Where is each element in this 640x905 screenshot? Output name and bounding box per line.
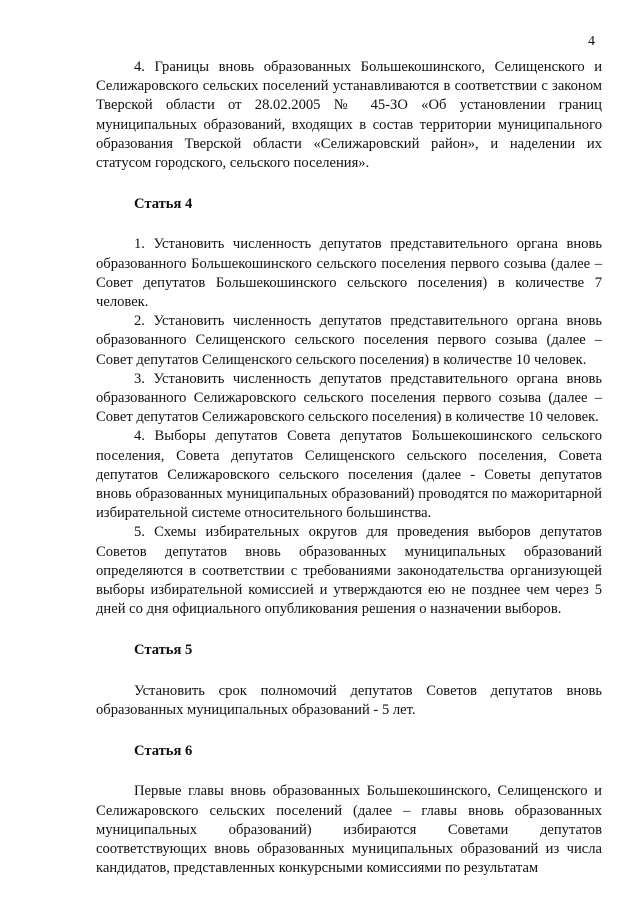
document-body xyxy=(96,58,602,878)
article4-heading: Статья 4 xyxy=(134,196,193,213)
article6-heading: Статья 6 xyxy=(134,743,193,760)
article4-item2: 2. Установить численность депутатов представительного органа вновь образованного Селищенского сельского поселения первого созыва (далее – Совет депутатов Селищенского сельского поселения) в количестве 10 человек. xyxy=(96,313,602,368)
article5-heading: Статья 5 xyxy=(134,642,193,659)
article5-paragraph: Установить срок полномочий депутатов Советов депутатов вновь образованных муниципальных образований - 5 лет. xyxy=(96,682,602,718)
article4-item1: 1. Установить численность депутатов представительного органа вновь образованного Большекошинского сельского поселения первого созыва (далее – Совет депутатов Большекошинского сельского поселения) в количестве 7 человек. xyxy=(96,236,602,311)
page-number: 4 xyxy=(588,34,595,49)
article4-item3: 3. Установить численность депутатов представительного органа вновь образованного Селижаровского сельского поселения первого созыва (далее – Совет депутатов Селижаровского сельского поселения) в количестве 10 человек. xyxy=(96,370,602,426)
article4-item4: 4. Выборы депутатов Совета депутатов Большекошинского сельского поселения, Совета депутатов Селищенского сельского поселения, Совета депутатов Селижаровского сельского поселения (далее - Советы депутатов вновь образованных муниципальных образований) проводятся по мажоритарной избирательной системе относительного большинства. xyxy=(96,428,602,522)
article4-item5: 5. Схемы избирательных округов для проведения выборов депутатов Советов депутатов вновь образованных муниципальных образований определяются в соответствии с требованиями законодательства организующей выборы избирательной комиссией и утверждаются ею не позднее чем через 5 дней со дня официального опубликования решения о назначении выборов. xyxy=(96,524,602,618)
article3-item4-paragraph: 4. Границы вновь образованных Большекошинского, Селищенского и Селижаровского сельских поселений устанавливаются в соответствии с законом Тверской области от 28.02.2005 № 45-ЗО «Об установлении границ муниципальных образований, входящих в состав территории муниципального образования Тверской области «Селижаровский район», и наделении их статусом городского, сельского поселения». xyxy=(96,59,602,172)
article6-paragraph: Первые главы вновь образованных Большекошинского, Селищенского и Селижаровского сельских поселений (далее – главы вновь образованных муниципальных образований) избираются Советами депутатов соответствующих вновь образованных муниципальных образований из числа кандидатов, представленных конкурсными комиссиями по результатам xyxy=(96,783,602,877)
